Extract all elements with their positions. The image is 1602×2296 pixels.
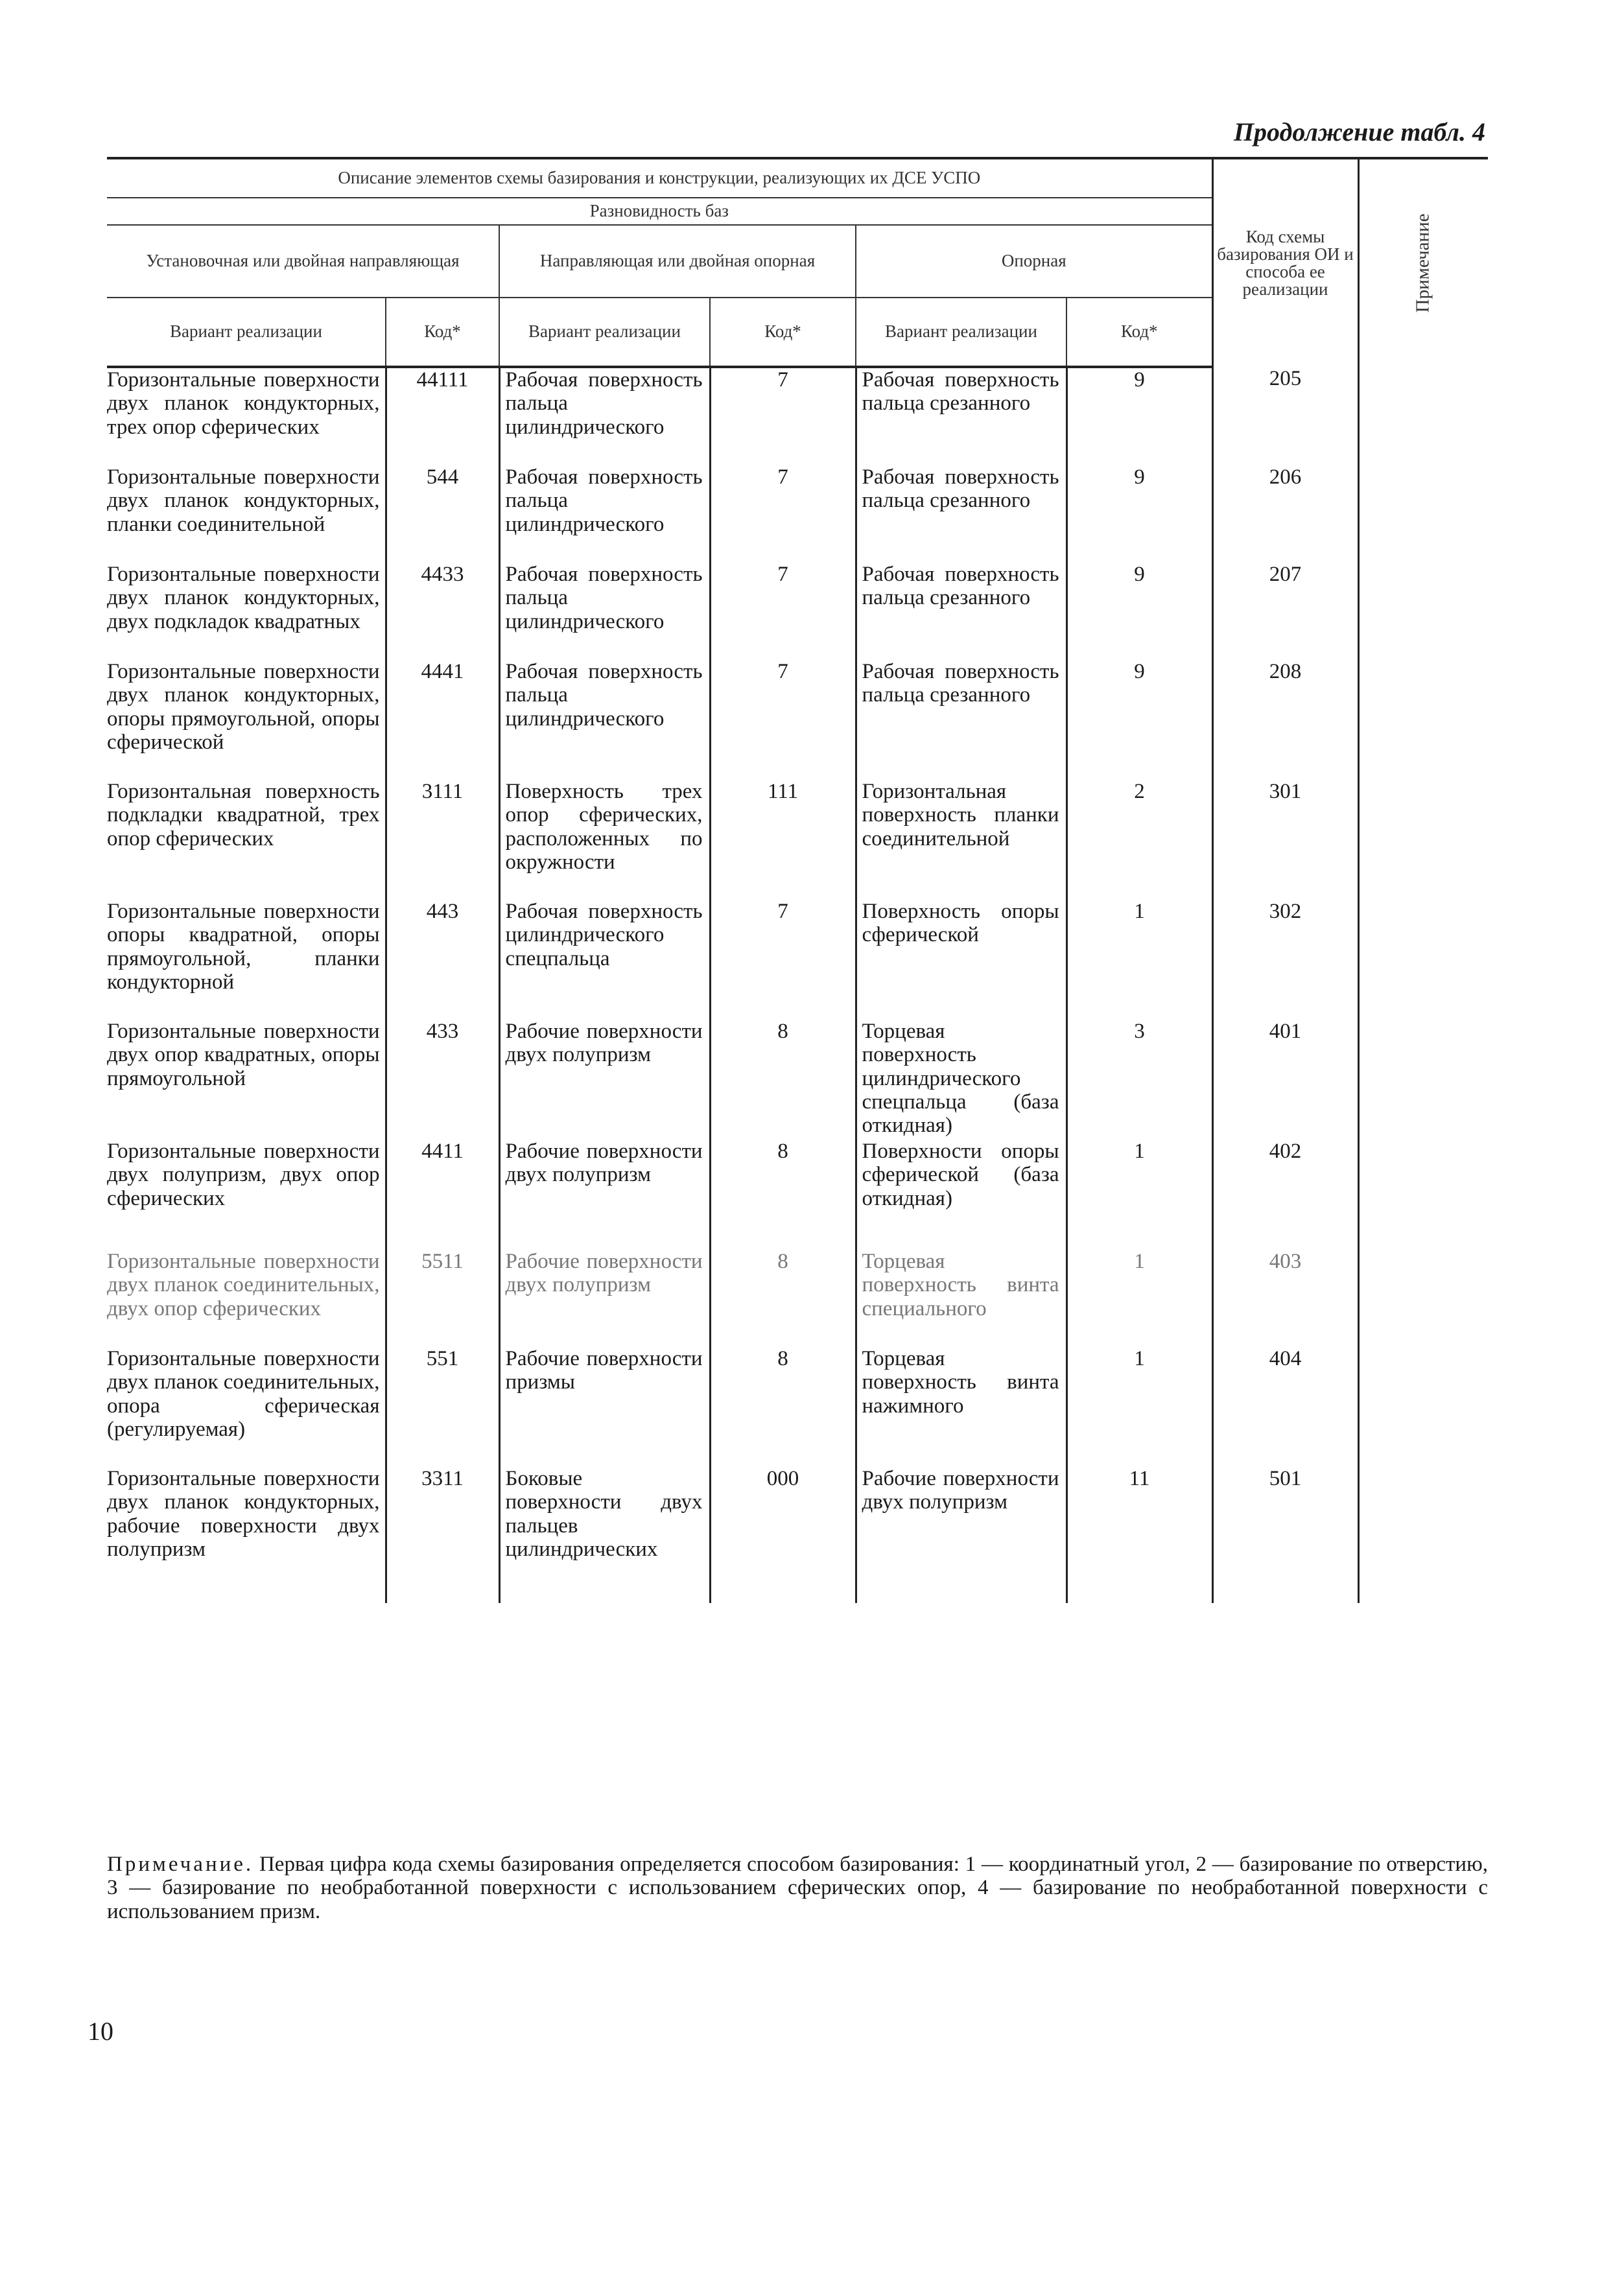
cell-scheme-code: 206 — [1212, 465, 1358, 563]
cell-code-guiding: 7 — [710, 367, 856, 465]
cell-description-installation: Горизонтальные поверхности опоры квадратной, опоры прямоугольной, планки кондукторной — [107, 900, 380, 994]
cell-code-support: 1 — [1066, 1140, 1212, 1250]
cell-note — [1358, 780, 1488, 900]
cell-code-support: 9 — [1066, 367, 1212, 465]
header-variant: Вариант реализации — [499, 298, 710, 367]
cell-code-guiding: 7 — [710, 563, 856, 660]
cell-description-support: Рабочая поверхность пальца срезанного — [856, 563, 1066, 660]
cell-description-guiding: Рабочие поверхности двух полупризм — [499, 1020, 710, 1140]
header-note — [1358, 158, 1488, 367]
table-footnote — [107, 1853, 1488, 1923]
header-base-variety: Разновидность баз — [107, 198, 1212, 225]
footnote-label: Примечание. — [107, 1853, 254, 1876]
cell-description-installation: Горизонтальные поверхности двух планок соединительных, опора сферическая (регулируемая) — [107, 1347, 380, 1441]
header-code: Код* — [710, 298, 856, 367]
cell-description-guiding: Поверхность трех опор сферических, расположенных по окружности — [499, 780, 710, 900]
cell-scheme-code: 403 — [1212, 1250, 1358, 1347]
cell-code-installation: 433 — [386, 1020, 499, 1140]
table-row — [107, 1467, 1488, 1603]
table-row — [107, 900, 1488, 1020]
footnote-text: Первая цифра кода схемы базирования определяется способом базирования: 1 — координатный угол, 2 — базирование по отверстию, 3 — базирование по необработанной поверхности с использованием сферических опор, 4 — базирование по необработанной поверхности с использованием призм. — [107, 1853, 1488, 1923]
cell-note — [1358, 1347, 1488, 1467]
cell-code-guiding: 000 — [710, 1467, 856, 1603]
cell-note — [1358, 1467, 1488, 1603]
table-row — [107, 1140, 1488, 1250]
header-group-installation: Установочная или двойная направляющая — [107, 225, 499, 298]
cell-description-guiding: Рабочие поверхности призмы — [499, 1347, 710, 1467]
cell-scheme-code: 402 — [1212, 1140, 1358, 1250]
cell-description-guiding: Рабочая поверхность пальца цилиндрического — [499, 563, 710, 660]
cell-scheme-code: 207 — [1212, 563, 1358, 660]
cell-code-installation: 44111 — [386, 367, 499, 465]
basing-schemes-table — [107, 157, 1488, 1603]
cell-code-support: 11 — [1066, 1467, 1212, 1603]
cell-scheme-code: 404 — [1212, 1347, 1358, 1467]
cell-code-support: 9 — [1066, 660, 1212, 780]
cell-description-support: Торцевая поверхность цилиндрического спецпальца (база откидная) — [856, 1020, 1066, 1140]
cell-code-guiding: 7 — [710, 465, 856, 563]
table-row — [107, 367, 1488, 465]
header-group-guiding: Направляющая или двойная опорная — [499, 225, 856, 298]
cell-code-installation: 544 — [386, 465, 499, 563]
cell-description-installation: Горизонтальные поверхности двух опор квадратных, опоры прямоугольной — [107, 1020, 380, 1090]
table-row — [107, 563, 1488, 660]
cell-code-installation: 4411 — [386, 1140, 499, 1250]
cell-description-installation: Горизонтальная поверхность подкладки квадратной, трех опор сферических — [107, 780, 380, 850]
cell-code-support: 1 — [1066, 1347, 1212, 1467]
cell-note — [1358, 1020, 1488, 1140]
cell-code-support: 1 — [1066, 1250, 1212, 1347]
cell-code-guiding: 111 — [710, 780, 856, 900]
cell-description-installation: Горизонтальные поверхности двух планок соединительных, двух опор сферических — [107, 1250, 380, 1320]
cell-description-guiding: Боковые поверхности двух пальцев цилиндрических — [499, 1467, 710, 1603]
cell-scheme-code: 501 — [1212, 1467, 1358, 1603]
header-variant: Вариант реализации — [856, 298, 1066, 367]
cell-code-installation: 3111 — [386, 780, 499, 900]
cell-description-installation: Горизонтальные поверхности двух планок кондукторных, планки соединительной — [107, 465, 380, 536]
cell-code-guiding: 8 — [710, 1140, 856, 1250]
cell-description-guiding: Рабочая поверхность цилиндрического спецпальца — [499, 900, 710, 1020]
cell-note — [1358, 563, 1488, 660]
cell-description-support: Торцевая поверхность винта специального — [856, 1250, 1066, 1347]
cell-code-support: 3 — [1066, 1020, 1212, 1140]
header-variant: Вариант реализации — [107, 298, 386, 367]
cell-description-support: Поверхности опоры сферической (база откидная) — [856, 1140, 1066, 1250]
cell-code-installation: 4433 — [386, 563, 499, 660]
cell-code-installation: 3311 — [386, 1467, 499, 1603]
table-row — [107, 465, 1488, 563]
cell-code-support: 2 — [1066, 780, 1212, 900]
table-row — [107, 1020, 1488, 1140]
page-number: 10 — [88, 2017, 113, 2046]
cell-description-guiding: Рабочая поверхность пальца цилиндрического — [499, 367, 710, 465]
cell-code-guiding: 8 — [710, 1347, 856, 1467]
cell-note — [1358, 1140, 1488, 1250]
cell-scheme-code: 302 — [1212, 900, 1358, 1020]
cell-description-guiding: Рабочая поверхность пальца цилиндрического — [499, 465, 710, 563]
cell-scheme-code: 301 — [1212, 780, 1358, 900]
cell-description-support: Рабочая поверхность пальца срезанного — [856, 367, 1066, 465]
cell-code-installation: 443 — [386, 900, 499, 1020]
header-code: Код* — [386, 298, 499, 367]
table-row — [107, 1250, 1488, 1347]
header-description: Описание элементов схемы базирования и конструкции, реализующих их ДСЕ УСПО — [107, 158, 1212, 198]
cell-description-installation: Горизонтальные поверхности двух планок кондукторных, рабочие поверхности двух полупризм — [107, 1467, 380, 1561]
cell-description-support: Рабочая поверхность пальца срезанного — [856, 660, 1066, 780]
cell-code-installation: 551 — [386, 1347, 499, 1467]
cell-description-support: Рабочая поверхность пальца срезанного — [856, 465, 1066, 563]
cell-description-installation: Горизонтальные поверхности двух планок кондукторных, трех опор сферических — [107, 368, 380, 439]
table-row — [107, 1347, 1488, 1467]
cell-code-installation: 5511 — [386, 1250, 499, 1347]
cell-code-support: 9 — [1066, 465, 1212, 563]
header-code-scheme: Код схемы базирования ОИ и способа ее реализации — [1212, 158, 1358, 367]
cell-code-installation: 4441 — [386, 660, 499, 780]
cell-description-guiding: Рабочие поверхности двух полупризм — [499, 1250, 710, 1347]
cell-note — [1358, 900, 1488, 1020]
cell-description-support: Горизонтальная поверхность планки соединительной — [856, 780, 1066, 900]
cell-description-installation: Горизонтальные поверхности двух полупризм, двух опор сферических — [107, 1140, 380, 1210]
cell-description-support: Поверхность опоры сферической — [856, 900, 1066, 1020]
cell-description-installation: Горизонтальные поверхности двух планок кондукторных, опоры прямоугольной, опоры сферической — [107, 660, 380, 754]
cell-code-guiding: 7 — [710, 900, 856, 1020]
header-group-support: Опорная — [856, 225, 1212, 298]
cell-code-guiding: 7 — [710, 660, 856, 780]
cell-description-guiding: Рабочие поверхности двух полупризм — [499, 1140, 710, 1250]
cell-description-support: Торцевая поверхность винта нажимного — [856, 1347, 1066, 1467]
table-row — [107, 780, 1488, 900]
cell-code-support: 1 — [1066, 900, 1212, 1020]
cell-code-guiding: 8 — [710, 1020, 856, 1140]
cell-code-guiding: 8 — [710, 1250, 856, 1347]
cell-note — [1358, 367, 1488, 465]
cell-note — [1358, 660, 1488, 780]
cell-description-installation: Горизонтальные поверхности двух планок кондукторных, двух подкладок квадратных — [107, 563, 380, 633]
cell-code-support: 9 — [1066, 563, 1212, 660]
header-note-text: Примечание — [1412, 213, 1433, 313]
cell-scheme-code: 208 — [1212, 660, 1358, 780]
cell-description-support: Рабочие поверхности двух полупризм — [856, 1467, 1066, 1603]
cell-description-guiding: Рабочая поверхность пальца цилиндрического — [499, 660, 710, 780]
table-continuation-label: Продолжение табл. 4 — [1233, 117, 1485, 146]
cell-note — [1358, 1250, 1488, 1347]
table-row — [107, 660, 1488, 780]
header-code: Код* — [1066, 298, 1212, 367]
cell-scheme-code: 205 — [1212, 367, 1358, 465]
cell-scheme-code: 401 — [1212, 1020, 1358, 1140]
cell-note — [1358, 465, 1488, 563]
